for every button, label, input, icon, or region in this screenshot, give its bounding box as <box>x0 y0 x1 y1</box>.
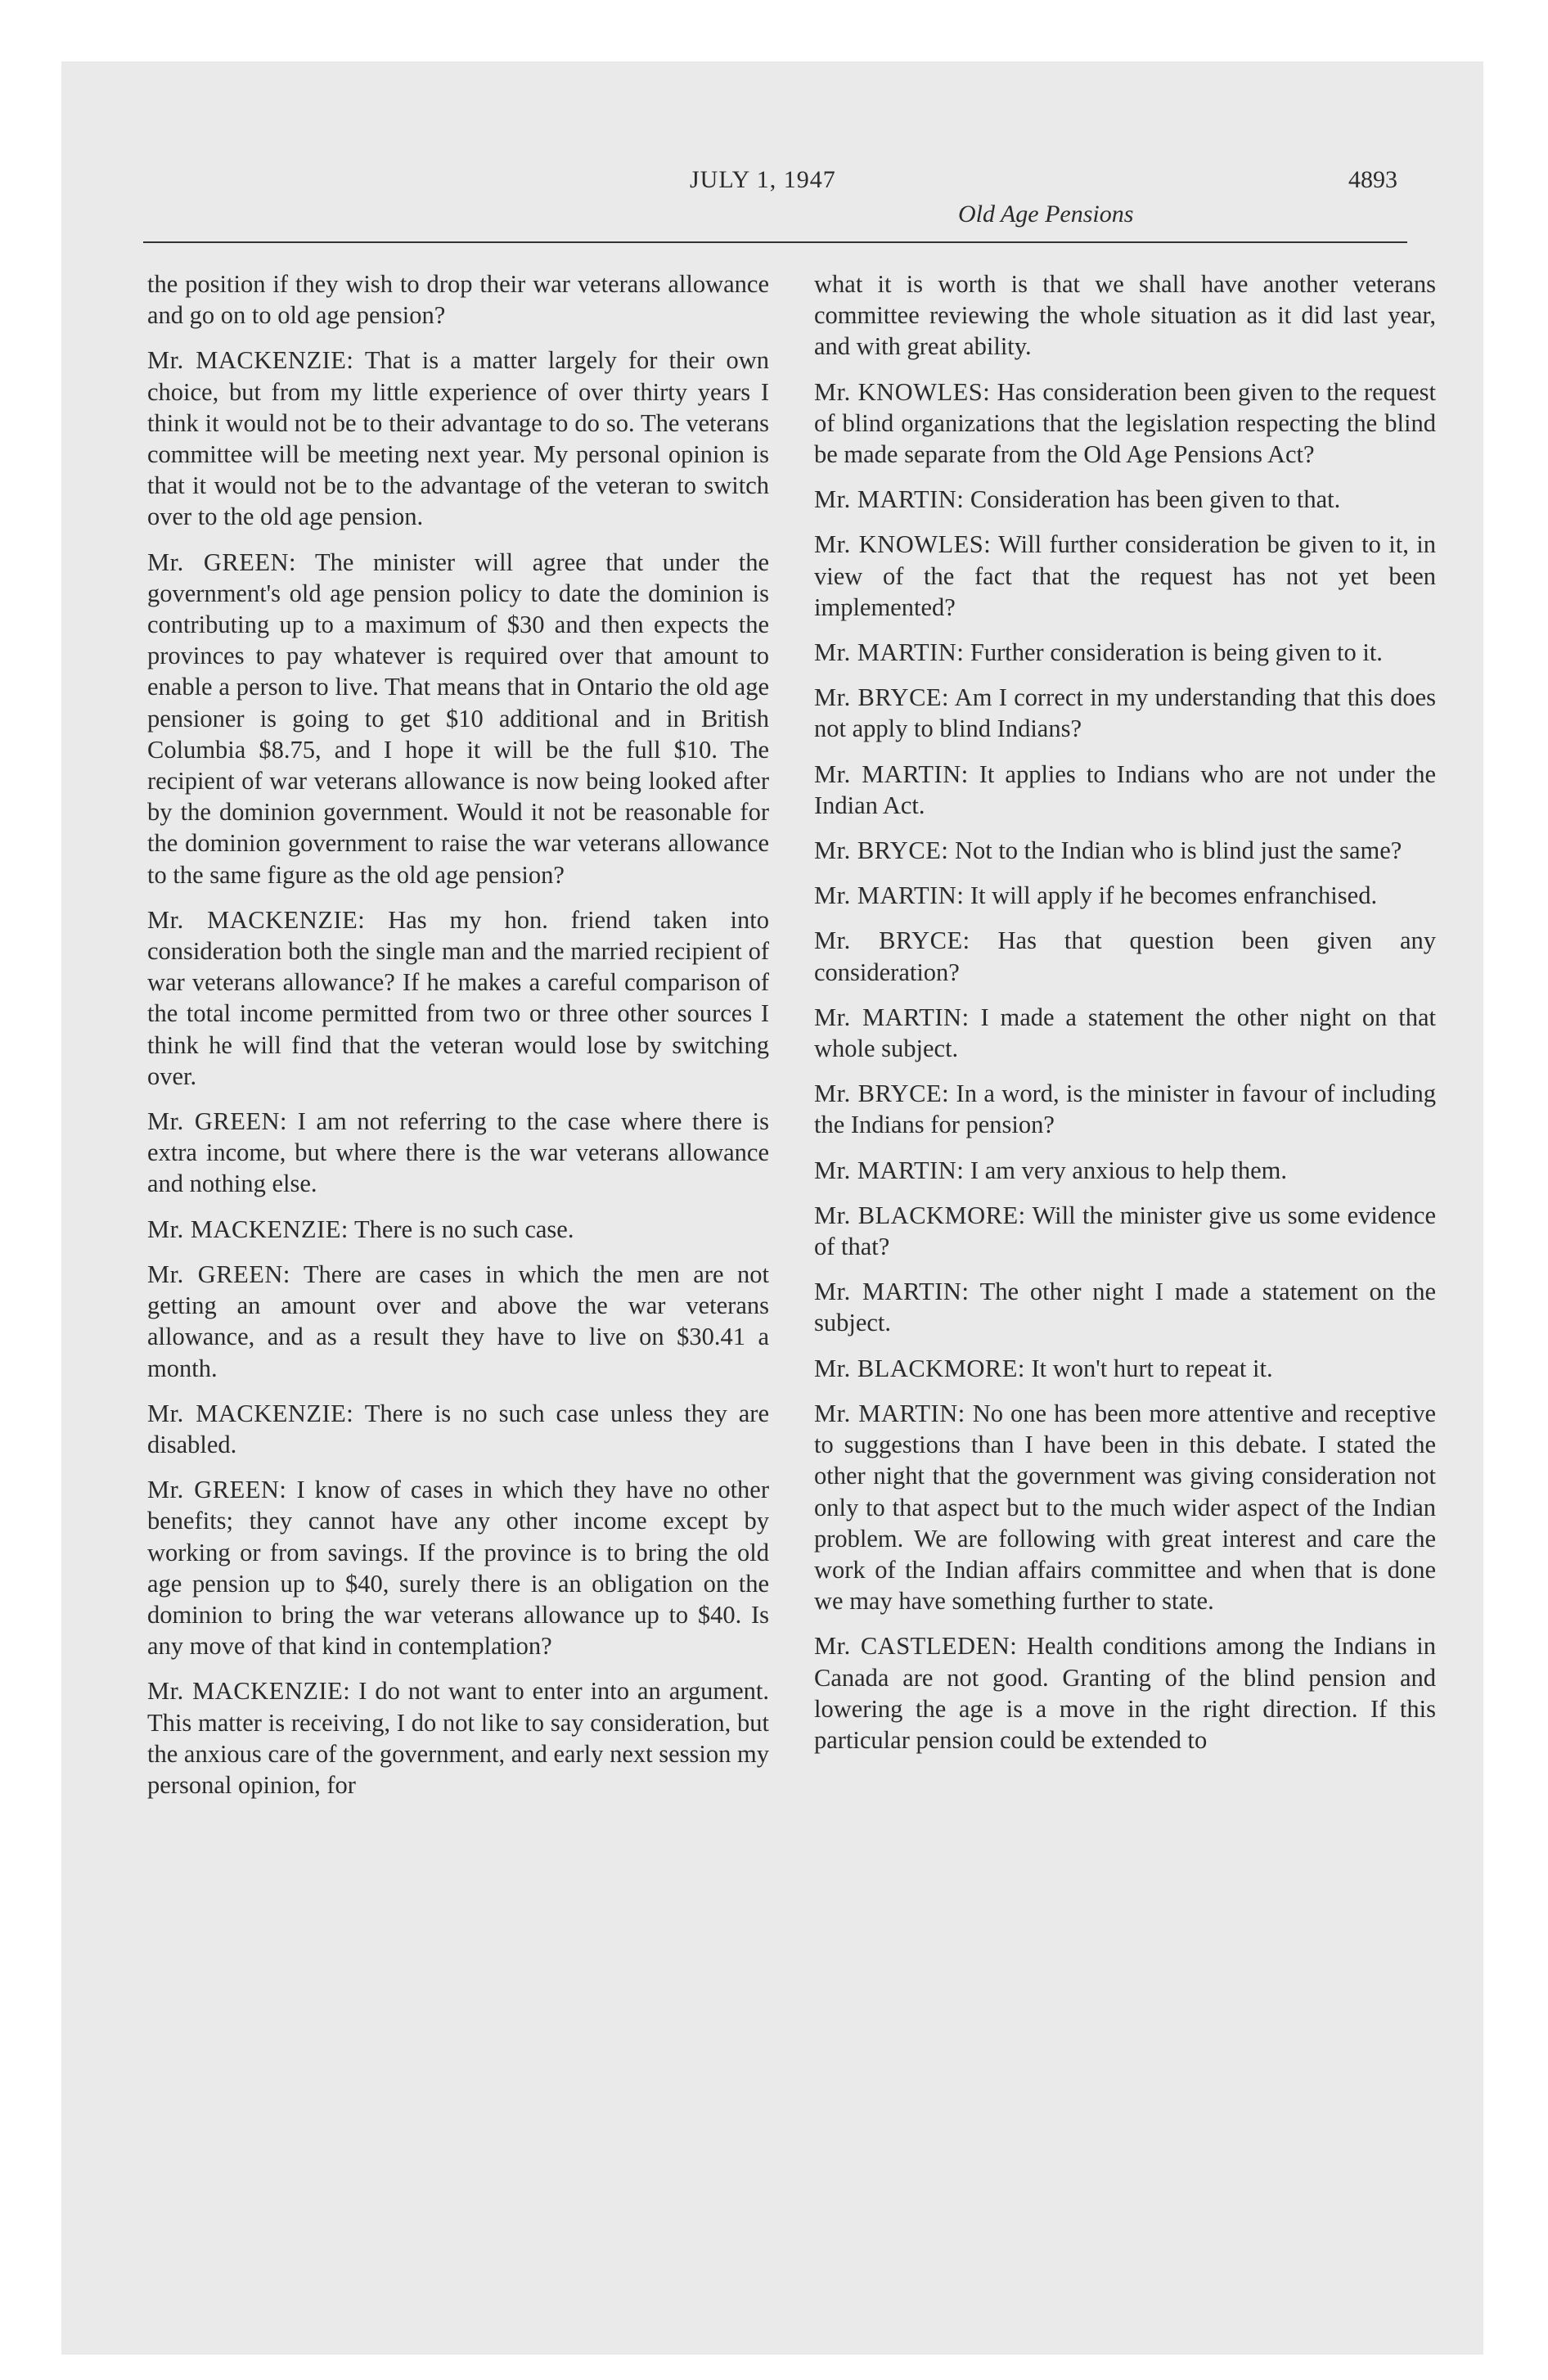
header-section-title: Old Age Pensions <box>958 201 1134 228</box>
speech-text: Has that question been given any consideration? <box>814 926 1436 986</box>
speech-paragraph <box>814 682 1436 744</box>
speech-text: I know of cases in which they have no other benefits; they cannot have any other income except by working or from savings. If the province is to bring the old age pension up to $40, surely there is an obligation on the dominion to bring the war veterans allowance up to $40. Is any move of that kind in contemplation? <box>147 1476 769 1661</box>
speech-paragraph <box>147 1259 769 1384</box>
speech-paragraph <box>814 1353 1436 1384</box>
right-column <box>814 268 1436 1769</box>
speech-text: Has consideration been given to the request of blind organizations that the legislation respecting the blind be made separate from the Old Age Pensions Act? <box>814 377 1436 469</box>
speaker-name: Mr. BRYCE: <box>814 926 970 955</box>
speech-paragraph <box>814 1276 1436 1338</box>
speech-paragraph <box>814 268 1436 363</box>
speech-text: Not to the Indian who is blind just the same? <box>954 836 1402 865</box>
speech-text: There are cases in which the men are not getting an amount over and above the war veterans allowance, and as a result they have to live on $30.41 a month. <box>147 1260 769 1382</box>
speaker-name: Mr. MACKENZIE: <box>147 1215 349 1243</box>
speech-paragraph <box>814 1630 1436 1756</box>
speech-text: The other night I made a statement on the subject. <box>814 1278 1436 1337</box>
header-date: JULY 1, 1947 <box>690 166 836 193</box>
speech-text: what it is worth is that we shall have another veterans committee reviewing the whole situation as it did last year, and with great ability. <box>814 270 1436 361</box>
speaker-name: Mr. GREEN: <box>147 1260 290 1288</box>
speech-text: I made a statement the other night on that whole subject. <box>814 1003 1437 1063</box>
speech-paragraph <box>147 547 769 890</box>
speech-text: No one has been more attentive and receptive to suggestions than I have been in this debate. I stated the other night that the government was giving consideration not only to that aspect but to the much wider aspect of the Indian problem. We are following with great interest and care the work of the Indian affairs committee and when that is done we may have something further to state. <box>814 1399 1437 1616</box>
speech-paragraph <box>814 1078 1436 1140</box>
speech-text: I do not want to enter into an argument. This matter is receiving, I do not like to say consideration, but the anxious care of the government, and early next session my personal opinion, for <box>147 1677 769 1799</box>
speaker-name: Mr. KNOWLES: <box>814 377 991 406</box>
speech-paragraph <box>147 904 769 1092</box>
speaker-name: Mr. MACKENZIE: <box>147 1399 354 1427</box>
speech-paragraph <box>814 759 1436 821</box>
header-page-number: 4893 <box>1348 166 1397 193</box>
speaker-name: Mr. MARTIN: <box>814 1278 970 1306</box>
speaker-name: Mr. MARTIN: <box>814 881 965 910</box>
speaker-name: Mr. KNOWLES: <box>814 530 992 559</box>
speech-paragraph <box>147 268 769 331</box>
speaker-name: Mr. MARTIN: <box>814 1399 965 1427</box>
speech-paragraph <box>814 637 1436 668</box>
speech-paragraph <box>147 345 769 532</box>
speaker-name: Mr. MARTIN: <box>814 638 965 667</box>
left-column <box>147 268 769 1814</box>
speech-text: Further consideration is being given to it. <box>970 638 1383 667</box>
speech-paragraph <box>814 529 1436 623</box>
speech-text: In a word, is the minister in favour of including the Indians for pension? <box>814 1080 1436 1139</box>
speech-paragraph <box>147 1474 769 1661</box>
speech-text: It won't hurt to repeat it. <box>1031 1354 1273 1382</box>
speech-text: I am not referring to the case where there is extra income, but where there is the war veterans allowance and nothing else. <box>147 1107 769 1198</box>
speech-text: I am very anxious to help them. <box>970 1156 1288 1184</box>
speech-paragraph <box>814 376 1436 471</box>
speaker-name: Mr. BRYCE: <box>814 683 950 712</box>
speech-text: There is no such case unless they are disabled. <box>147 1399 769 1458</box>
speech-text: the position if they wish to drop their war veterans allowance and go on to old age pension? <box>147 270 769 330</box>
speech-text: It applies to Indians who are not under the Indian Act. <box>814 760 1436 819</box>
speaker-name: Mr. CASTLEDEN: <box>814 1632 1018 1661</box>
speaker-name: Mr. GREEN: <box>147 1476 287 1504</box>
speech-text: That is a matter largely for their own choice, but from my little experience of over thirty years I think it would not be to their advantage to do so. The veterans committee will be meeting next year. My personal opinion is that it would not be to the advantage of the veteran to switch over to the old age pension. <box>147 346 769 531</box>
page-header <box>143 160 1407 243</box>
speech-text: There is no such case. <box>354 1215 574 1243</box>
speaker-name: Mr. MACKENZIE: <box>147 905 366 934</box>
speech-text: Health conditions among the Indians in Canada are not good. Granting of the blind pension and lowering the age is a move in the right direction. If this particular pension could be extended to <box>814 1632 1436 1754</box>
speech-paragraph <box>814 484 1436 515</box>
speaker-name: Mr. MACKENZIE: <box>147 346 354 375</box>
speech-paragraph <box>814 835 1436 866</box>
speaker-name: Mr. MARTIN: <box>814 760 969 788</box>
speaker-name: Mr. BLACKMORE: <box>814 1354 1025 1382</box>
speech-text: Consideration has been given to that. <box>970 485 1341 514</box>
speech-text: Has my hon. friend taken into consideration both the single man and the married recipient of war veterans allowance? If he makes a careful comparison of the total income permitted from two or three other sources I think he will find that the veteran would lose by switching over. <box>147 905 770 1090</box>
speech-paragraph <box>814 880 1436 911</box>
speech-paragraph <box>147 1398 769 1460</box>
speaker-name: Mr. BRYCE: <box>814 1080 950 1108</box>
speech-paragraph <box>814 1155 1436 1186</box>
speech-paragraph <box>814 1200 1436 1262</box>
speech-paragraph <box>147 1214 769 1245</box>
speaker-name: Mr. MARTIN: <box>814 1003 970 1031</box>
speaker-name: Mr. GREEN: <box>147 1107 288 1136</box>
speaker-name: Mr. BLACKMORE: <box>814 1201 1026 1229</box>
speech-text: The minister will agree that under the government's old age pension policy to date the dominion is contributing up to a maximum of $30 and then expects the provinces to pay whatever is required over that amount to enable a person to live. That means that in Ontario the old age pensioner is going to get $10 additional and in British Columbia $8.75, and I hope it will be the full $10. The recipient of war veterans allowance is now being looked after by the dominion government. Would it not be reasonable for the dominion government to raise the war veterans allowance to the same figure as the old age pension? <box>147 548 769 889</box>
speech-text: It will apply if he becomes enfranchised. <box>970 881 1378 910</box>
speech-paragraph <box>814 1398 1436 1616</box>
speech-text: Will further consideration be given to it, in view of the fact that the request has not yet been implemented? <box>814 530 1436 621</box>
speaker-name: Mr. GREEN: <box>147 548 296 576</box>
speech-text: Am I correct in my understanding that this does not apply to blind Indians? <box>814 683 1436 743</box>
speaker-name: Mr. BRYCE: <box>814 836 949 865</box>
speech-paragraph <box>814 925 1436 987</box>
speaker-name: Mr. MARTIN: <box>814 485 965 514</box>
speech-text: Will the minister give us some evidence of that? <box>814 1201 1436 1261</box>
speech-paragraph <box>147 1675 769 1801</box>
speaker-name: Mr. MACKENZIE: <box>147 1677 351 1706</box>
speech-paragraph <box>147 1106 769 1200</box>
speaker-name: Mr. MARTIN: <box>814 1156 965 1184</box>
speech-paragraph <box>814 1002 1436 1064</box>
